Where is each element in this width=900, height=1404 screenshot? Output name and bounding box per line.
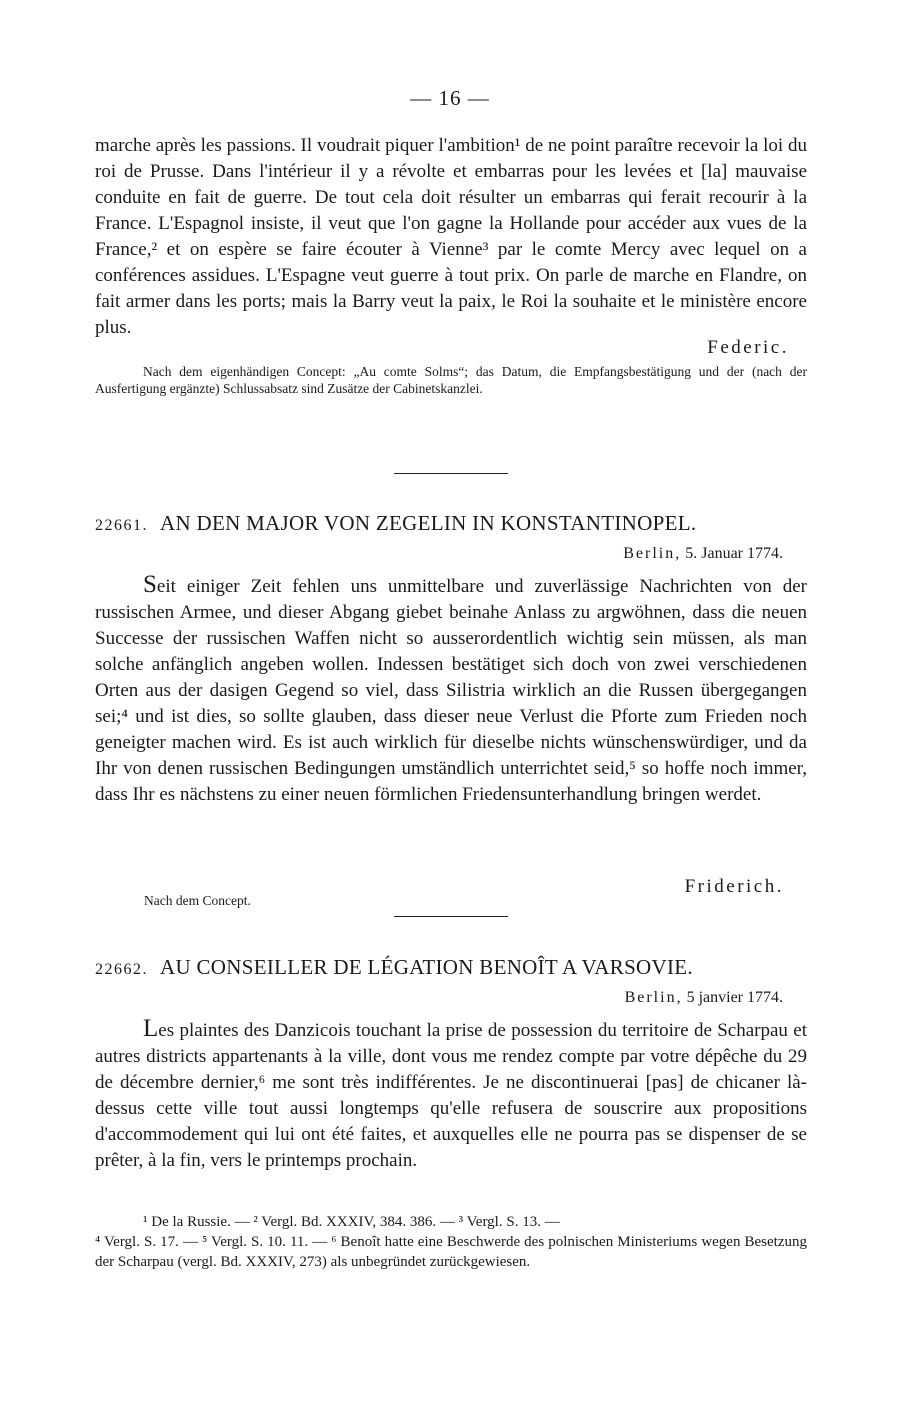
letter-22662-text: es plaintes des Danzicois touchant la prise de possession du territoire de Scharpau et autres districts appartenants à la ville, dont vous me rendez compte par votre dépêche du 29 de décembre dernier,⁶ me sont très indifférentes. Je ne discontinuerai [pas] de chicaner là-dessus cette ville tout aussi longtemps qu'elle refusera de souscrire aux propositions d'accommodement qui lui ont été faites, et auxquelles elle ne pourra pas se dispenser de se prêter, à la fin, vers le printemps prochain. [95, 1020, 807, 1171]
signature-friderich: Friderich. [684, 876, 784, 897]
letter-22662-date: 5 janvier 1774. [686, 989, 783, 1006]
section-divider-1 [394, 473, 508, 474]
letter-22662-title: AU CONSEILLER DE LÉGATION BENOÎT A VARSOVIE. [160, 955, 693, 979]
letter-22662-dateline [625, 989, 783, 1007]
footnote-line-2: ⁴ Vergl. S. 17. — ⁵ Vergl. S. 10. 11. — ⁶ Benoît hatte eine Beschwerde des polnischen Ministeriums wegen Besetzung der Scharpau (vergl. Bd. XXXIV, 273) als unbegründet zurückgewiesen. [95, 1234, 807, 1270]
section-divider-2 [394, 916, 508, 917]
letter-22661-body [95, 572, 807, 808]
letter-22661-title: AN DEN MAJOR VON ZEGELIN IN KONSTANTINOPEL. [160, 511, 697, 535]
letter-22662-dropcap: L [143, 1015, 159, 1042]
letter-22661-date: 5. Januar 1774. [685, 545, 783, 562]
letter-22661-number: 22661. [95, 517, 148, 534]
footnote-line-1: ¹ De la Russie. — ² Vergl. Bd. XXXIV, 384. 386. — ³ Vergl. S. 13. — [143, 1214, 560, 1230]
page-number: — 16 — [410, 86, 490, 110]
letter-22661-dateline [623, 545, 783, 563]
letter-continued-text: marche après les passions. Il voudrait piquer l'ambition¹ de ne point paraître recevoir la loi du roi de Prusse. Dans l'intérieur il y a révolte et embarras pour les levées et [la] mauvaise conduite en fait de guerre. De tout cela doit résulter un embarras qui ferait recourir à la France. L'Espagnol insiste, il veut que l'on gagne la Hollande pour accéder aux vues de la France,² et on espère se faire écouter à Vienne³ par le comte Mercy avec lequel on a conférences assidues. L'Espagne veut guerre à tout prix. On parle de marche en Flandre, on fait armer dans les ports; mais la Barry veut la paix, le Roi la souhaite et le ministère encore plus. [95, 135, 807, 338]
signature-federic: Federic. [707, 337, 789, 358]
letter-22661-heading [95, 511, 807, 536]
letter-22661-place: Berlin, [623, 545, 682, 562]
letter-22662-heading [95, 955, 807, 980]
letter-continued [95, 133, 807, 397]
source-note-1: Nach dem eigenhändigen Concept: „Au comte Solms“; das Datum, die Empfangsbestätigung und der (nach der Ausfertigung ergänzte) Schlussabsatz sind Zusätze der Cabinetskanzlei. [95, 364, 807, 396]
letter-22662-place: Berlin, [624, 989, 683, 1006]
footnotes [95, 1212, 807, 1272]
letter-22662-body [95, 1016, 807, 1174]
letter-22661-dropcap: S [143, 571, 157, 598]
letter-22662-number: 22662. [95, 961, 148, 978]
letter-22661-text: eit einiger Zeit fehlen uns unmittelbare und zuverlässige Nachrichten von der russischen Armee, und dieser Abgang giebet beinahe Anlass zu argwöhnen, dass die neuen Successe der russischen Waffen nicht so ausserordentlich wichtig sein müssen, als man solche anfänglich angeben wollen. Indessen bestätiget sich doch von zwei verschiedenen Orten aus der dasigen Gegend so viel, dass Silistria wirklich an die Russen übergegangen sei;⁴ und ist dies, so sollte glauben, dass dieser neue Verlust die Pforte zum Frieden noch geneigter machen wird. Es ist auch wirklich für dieselbe nichts wünschenswürdiger, und da Ihr von denen russischen Bedingungen umständlich unterrichtet seid,⁵ so hoffe noch immer, dass Ihr es nächstens zu einer neuen förmlichen Friedensunterhandlung bringen werdet. [95, 576, 807, 805]
source-note-2: Nach dem Concept. [144, 893, 251, 908]
